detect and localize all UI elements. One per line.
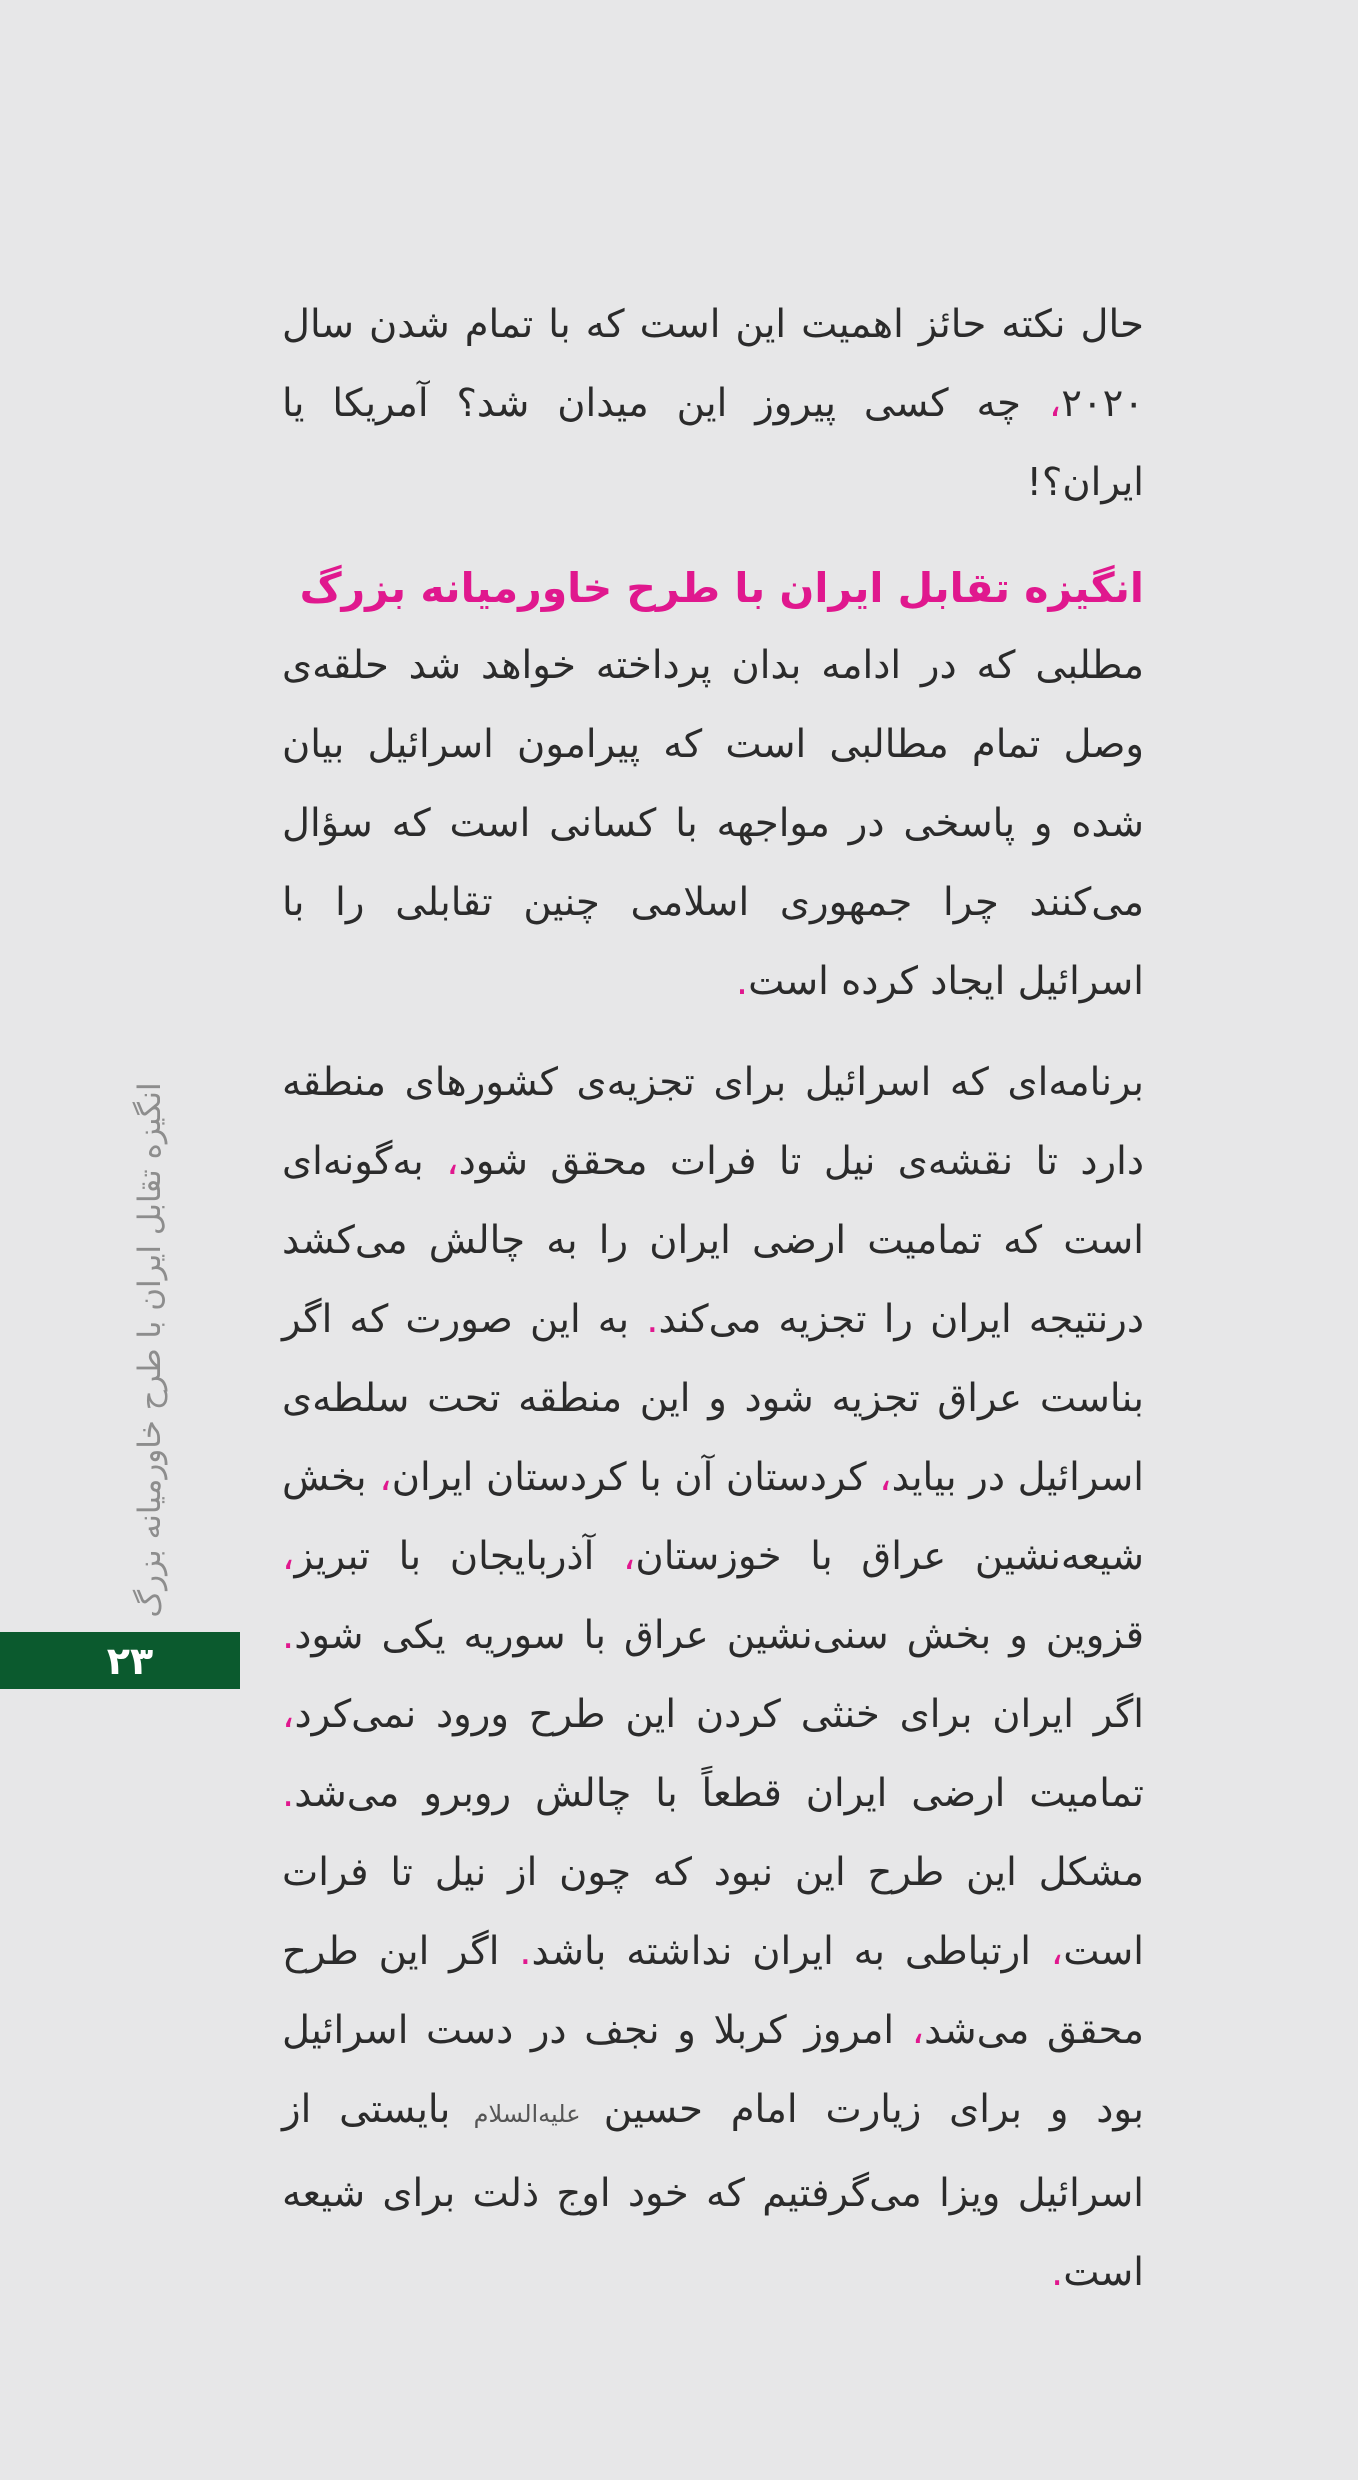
paragraph-2-text: مطلبی که در ادامه بدان پرداخته خواهد شد حلقه‌ی وصل تمام مطالبی است که پیرامون اسرائیل بیان شده و پاسخی در مواجهه با کسانی است که سؤال می‌کنند چرا جمهوری اسلامی چنین تقابلی را با اسرائیل ایجاد کرده است xyxy=(282,643,1144,1004)
sentence: ارتباطی به ایران نداشته باشد xyxy=(531,1929,1051,1974)
paragraph-3 xyxy=(282,1043,1144,2312)
sentence: برنامه‌ای که اسرائیل برای تجزیه‌ی کشورهای منطقه دارد تا نقشه‌ی نیل تا فرات محقق شود xyxy=(282,1060,1144,1184)
intro-paragraph xyxy=(282,285,1144,522)
sentence: به این صورت که اگر بناست عراق تجزیه شود و این منطقه تحت سلطه‌ی اسرائیل در بیاید xyxy=(282,1297,1144,1500)
punctuation-mark: . xyxy=(519,1929,532,1974)
punctuation-mark: . xyxy=(735,959,749,1004)
paragraph-2 xyxy=(282,626,1144,1021)
sentence: امروز کربلا و نجف در دست اسرائیل بود و برای زیارت امام حسین xyxy=(282,2008,1145,2132)
punctuation-mark: . xyxy=(282,1771,295,1816)
sentence: بخش شیعه‌نشین عراق با خوزستان xyxy=(282,1455,1144,1579)
section-heading: انگیزه تقابل ایران با طرح خاورمیانه بزرگ xyxy=(299,564,1144,612)
page-number: ۲۳ xyxy=(106,1638,154,1683)
running-header-vertical xyxy=(120,1080,180,1620)
punctuation-mark: ، xyxy=(1050,1929,1064,1974)
sentence: کردستان آن با کردستان ایران xyxy=(391,1455,880,1500)
punctuation-mark: ، xyxy=(282,1692,295,1737)
page-body xyxy=(282,285,1144,2312)
punctuation-mark: ، xyxy=(282,1534,295,1579)
sentence: اگر ایران برای خنثی کردن این طرح ورود نمی‌کرد xyxy=(294,1692,1144,1737)
intro-text-b: چه کسی پیروز این میدان شد؟ آمریکا یا ایران؟! xyxy=(282,381,1144,505)
punctuation-mark: . xyxy=(282,1613,295,1658)
punctuation-mark: ، xyxy=(1048,381,1062,426)
punctuation-mark: ، xyxy=(879,1455,892,1500)
punctuation-mark: . xyxy=(646,1297,659,1342)
sentence: اگر این طرح محقق می‌شد xyxy=(282,1929,1144,2053)
sentence: به‌گونه‌ای است که تمامیت ارضی ایران را به چالش می‌کشد درنتیجه ایران را تجزیه می‌کند xyxy=(282,1139,1144,1342)
punctuation-mark: ، xyxy=(379,1455,392,1500)
punctuation-mark: ، xyxy=(446,1139,459,1184)
sentence: تمامیت ارضی ایران قطعاً با چالش روبرو می‌شد xyxy=(294,1771,1144,1816)
sentence: قزوین و بخش سنی‌نشین عراق با سوریه یکی شود xyxy=(294,1613,1144,1658)
running-header-text: انگیزه تقابل ایران با طرح خاورمیانه بزرگ xyxy=(132,1082,168,1618)
punctuation-mark: . xyxy=(1050,2250,1064,2295)
sentence: مشکل این طرح این نبود که چون از نیل تا فرات است xyxy=(282,1850,1144,1974)
sentence: بایستی از اسرائیل ویزا می‌گرفتیم که خود اوج ذلت برای شیعه است xyxy=(282,2087,1144,2295)
punctuation-mark: ، xyxy=(622,1534,636,1579)
page-number-tab xyxy=(0,1632,240,1689)
intro-text-a: حال نکته حائز اهمیت این است که با تمام شدن سال ۲۰۲۰ xyxy=(282,302,1144,426)
sentence: آذربایجان با تبریز xyxy=(294,1534,623,1579)
honorific: علیه‌السلام xyxy=(450,2100,604,2128)
punctuation-mark: ، xyxy=(911,2008,925,2053)
